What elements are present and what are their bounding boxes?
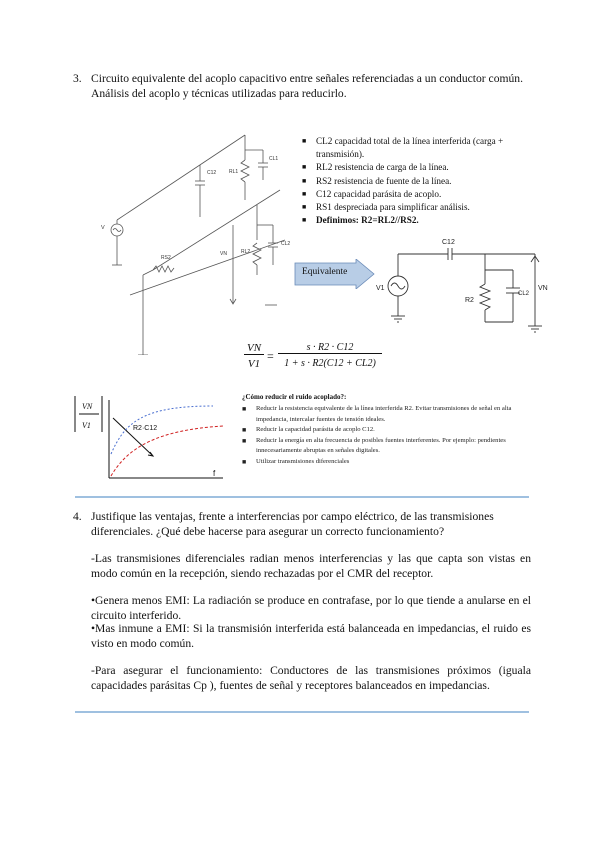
label-v1: V1	[376, 285, 385, 292]
equivalente-label: Equivalente	[302, 267, 348, 277]
transfer-function	[244, 340, 384, 380]
circuit-bullet: ■ CL2 capacidad total de la línea interferida (carga + transmisión).	[302, 135, 550, 161]
label-cl2-left: CL2	[281, 241, 291, 247]
formula-lhs-den: V1	[247, 358, 261, 370]
label-c12-left: C12	[207, 170, 217, 176]
answer-paragraph-3: •Mas inmune a EMI: Si la transmisión interferida está balanceada en impedancias, el ruido es visto en modo común.	[91, 622, 531, 650]
reduce-noise-item: ■ Utilizar transmisiones diferenciales	[242, 457, 542, 468]
label-cl2: CL2	[518, 291, 530, 297]
label-c12: C12	[442, 239, 455, 246]
section-divider-bottom	[75, 711, 529, 713]
formula-equals: =	[267, 349, 274, 363]
reduce-noise-title: ¿Cómo reducir el ruido acoplado?:	[242, 393, 347, 401]
formula-rhs-num: s · R2 · C12	[278, 342, 382, 354]
equivalent-circuit	[370, 232, 560, 342]
label-r2: R2	[465, 297, 474, 304]
question-4-line-2: diferenciales. ¿Qué debe hacerse para asegurar un correcto funcionamiento?	[91, 525, 445, 538]
graph-curve-label: R2·C12	[133, 425, 158, 432]
circuit-bullet: ■ RS1 despreciada para simplificar análisis.	[302, 201, 550, 214]
circuit-bullet: ■ Definimos: R2=RL2//RS2.	[302, 214, 550, 227]
question-4-number: 4.	[73, 510, 82, 523]
circuit-bullet: ■ RS2 resistencia de fuente de la línea.	[302, 175, 550, 188]
coupling-circuit-diagram	[95, 125, 305, 355]
reduce-noise-item: ■ Reducir la capacidad parásita de acoplo C12.	[242, 425, 542, 436]
label-v1-left: V	[101, 225, 105, 231]
section-divider	[75, 496, 529, 498]
label-rs2: RS2	[161, 255, 171, 261]
label-vn: VN	[538, 285, 548, 292]
question-3-line-1: Circuito equivalente del acoplo capacitivo entre señales referenciadas a un conductor común.	[91, 72, 524, 85]
reduce-noise-section	[242, 392, 542, 467]
graph-label-v1: V1	[82, 421, 91, 430]
label-cl1: CL1	[269, 156, 279, 162]
reduce-noise-list	[242, 404, 542, 467]
answer-paragraph-1: -Las transmisiones diferenciales radian menos interferencias y las que capta son vistas en modo común en la recepción, siendo rechazadas por el CMR del receptor.	[91, 552, 531, 580]
label-rl1: RL1	[229, 169, 239, 175]
equivalente-arrow	[294, 263, 364, 285]
circuit-bullet-list	[302, 135, 550, 227]
formula-rhs-den: 1 + s · R2(C12 + CL2)	[284, 358, 376, 369]
question-3-number: 3.	[73, 72, 82, 85]
circuit-bullet: ■ C12 capacidad parásita de acoplo.	[302, 188, 550, 201]
frequency-response-graph	[73, 392, 253, 492]
graph-label-vn: VN	[82, 402, 93, 411]
reduce-noise-item: ■ Reducir la energía en alta frecuencia de posibles fuentes interferentes. Por ejemplo: pendientes innecesariamente abruptas en señales digitales.	[242, 436, 542, 457]
graph-axis-f: f	[213, 469, 216, 478]
label-vn-left: VN	[220, 251, 227, 257]
circuit-bullet: ■ RL2 resistencia de carga de la línea.	[302, 161, 550, 174]
answer-paragraph-2: •Genera menos EMI: La radiación se produce en contrafase, por lo que tiende a anularse en el circuito interferido.	[91, 594, 531, 622]
question-4-line-1: Justifique las ventajas, frente a interferencias por campo eléctrico, de las transmisiones	[91, 510, 494, 523]
label-rl2: RL2	[241, 249, 251, 255]
reduce-noise-item: ■ Reducir la resistencia equivalente de la línea interferida R2. Evitar transmisiones de señal en alta impedancia, intercalar fuentes de tensión ideales.	[242, 404, 542, 425]
question-3-line-2: Análisis del acoplo y técnicas utilizadas para reducirlo.	[91, 87, 347, 100]
answer-paragraph-4: -Para asegurar el funcionamiento: Conductores de las transmisiones próximos (iguala capacidades parásitas Cp ), fuentes de señal y receptores balanceados en impedancias.	[91, 664, 531, 692]
formula-lhs-num: VN	[244, 342, 264, 355]
